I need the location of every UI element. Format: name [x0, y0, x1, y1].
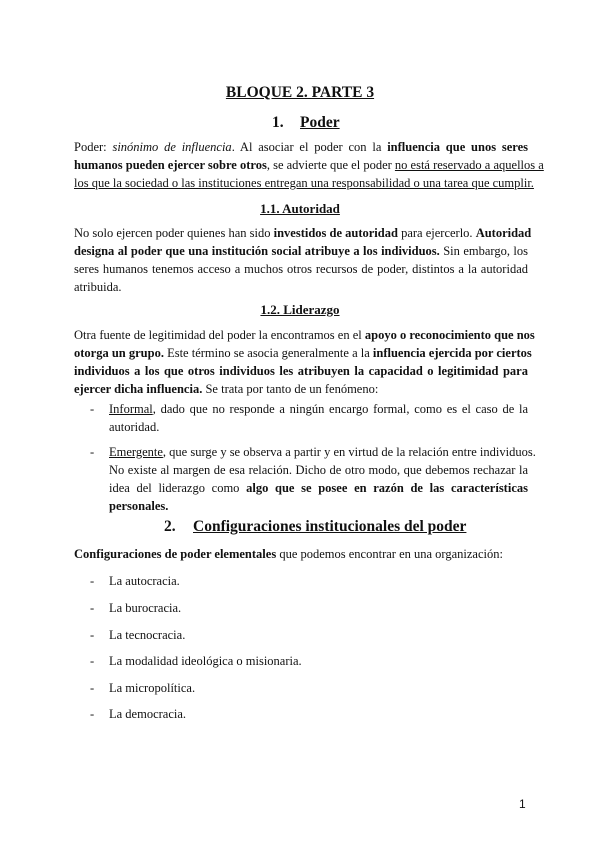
- subsection-liderazgo-heading: 1.2. Liderazgo: [260, 302, 340, 317]
- document-title: BLOQUE 2. PARTE 3: [225, 84, 375, 101]
- section-1-number: 1.: [272, 114, 284, 131]
- section-2-title: Configuraciones institucionales del poder: [193, 518, 467, 535]
- configuraciones-paragraph: Configuraciones de poder elementales que podemos encontrar en una organización:: [74, 547, 503, 561]
- poder-paragraph: Poder: sinónimo de influencia. Al asociar el poder con la influencia que unos seres humanos pueden ejercer sobre otros, se advierte que el poder no está reservado a aquellos a los que la sociedad o las instituciones entregan una responsabilidad o una tarea que cumplir.: [74, 140, 544, 190]
- autoridad-paragraph: No solo ejercen poder quienes han sido investidos de autoridad para ejercerlo. Autoridad designa al poder que una institución social atribuye a los individuos. Sin embargo, los seres humanos tenemos acceso a muchos otros recursos de poder, distintos a la autoridad atribuida.: [74, 226, 532, 294]
- section-1-title: Poder: [300, 114, 340, 131]
- subsection-autoridad-heading: 1.1. Autoridad: [260, 201, 340, 216]
- section-2-number: 2.: [164, 518, 176, 535]
- page-number: 1: [519, 797, 526, 811]
- document-page: BLOQUE 2. PARTE 3 1. Poder Poder: sinónimo de influencia. Al asociar el poder con la influencia que unos seres humanos pueden ejercer sobre otros, se advierte que el poder no está reservado a aquellos a los que la sociedad o las instituciones entregan una responsabilidad o una tarea que cumplir. 1.1. Autoridad No solo ejercen poder quienes han sido investidos de autoridad para ejercerlo. Autoridad designa al poder que una institución social atribuye a los individuos. Sin embargo, los seres humanos tenemos acceso a muchos otros recursos de poder, distintos a la autoridad atribuida. 1.2. Liderazgo Otra fuente de legitimidad del poder la encontramos en el apoyo o reconocimiento que nos otorga un grupo. Este término se asocia generalmente a la influencia ejercida por ciertos individuos a los que otros individuos les atribuyen la capacidad o legitimidad para ejercer dicha influencia. Se trata por tanto de un fenómeno: - Informal, dado que no responde a ningún encargo formal, como es el caso de la autoridad. - Emergente, que surge y se observa a partir y en virtud de la relación entre individuos. No existe al margen de esa relación. Dicho de otro modo, que debemos rechazar la idea del liderazgo como algo que se posee en razón de las características personales. 2. Configuraciones institucionales del poder Configuraciones de poder elementales que podemos encontrar en una organización: - La autocracia. - La burocracia. - La tecnocracia. - La modalidad ideológica o misionaria. - La micropolítica. - La democracia. 1: [0, 0, 600, 848]
- liderazgo-paragraph: Otra fuente de legitimidad del poder la encontramos en el apoyo o reconocimiento que nos otorga un grupo. Este término se asocia generalmente a la influencia ejercida por ciertos individuos a los que otros individuos les atribuyen la capacidad o legitimidad para ejercer dicha influencia. Se trata por tanto de un fenómeno:: [74, 328, 535, 396]
